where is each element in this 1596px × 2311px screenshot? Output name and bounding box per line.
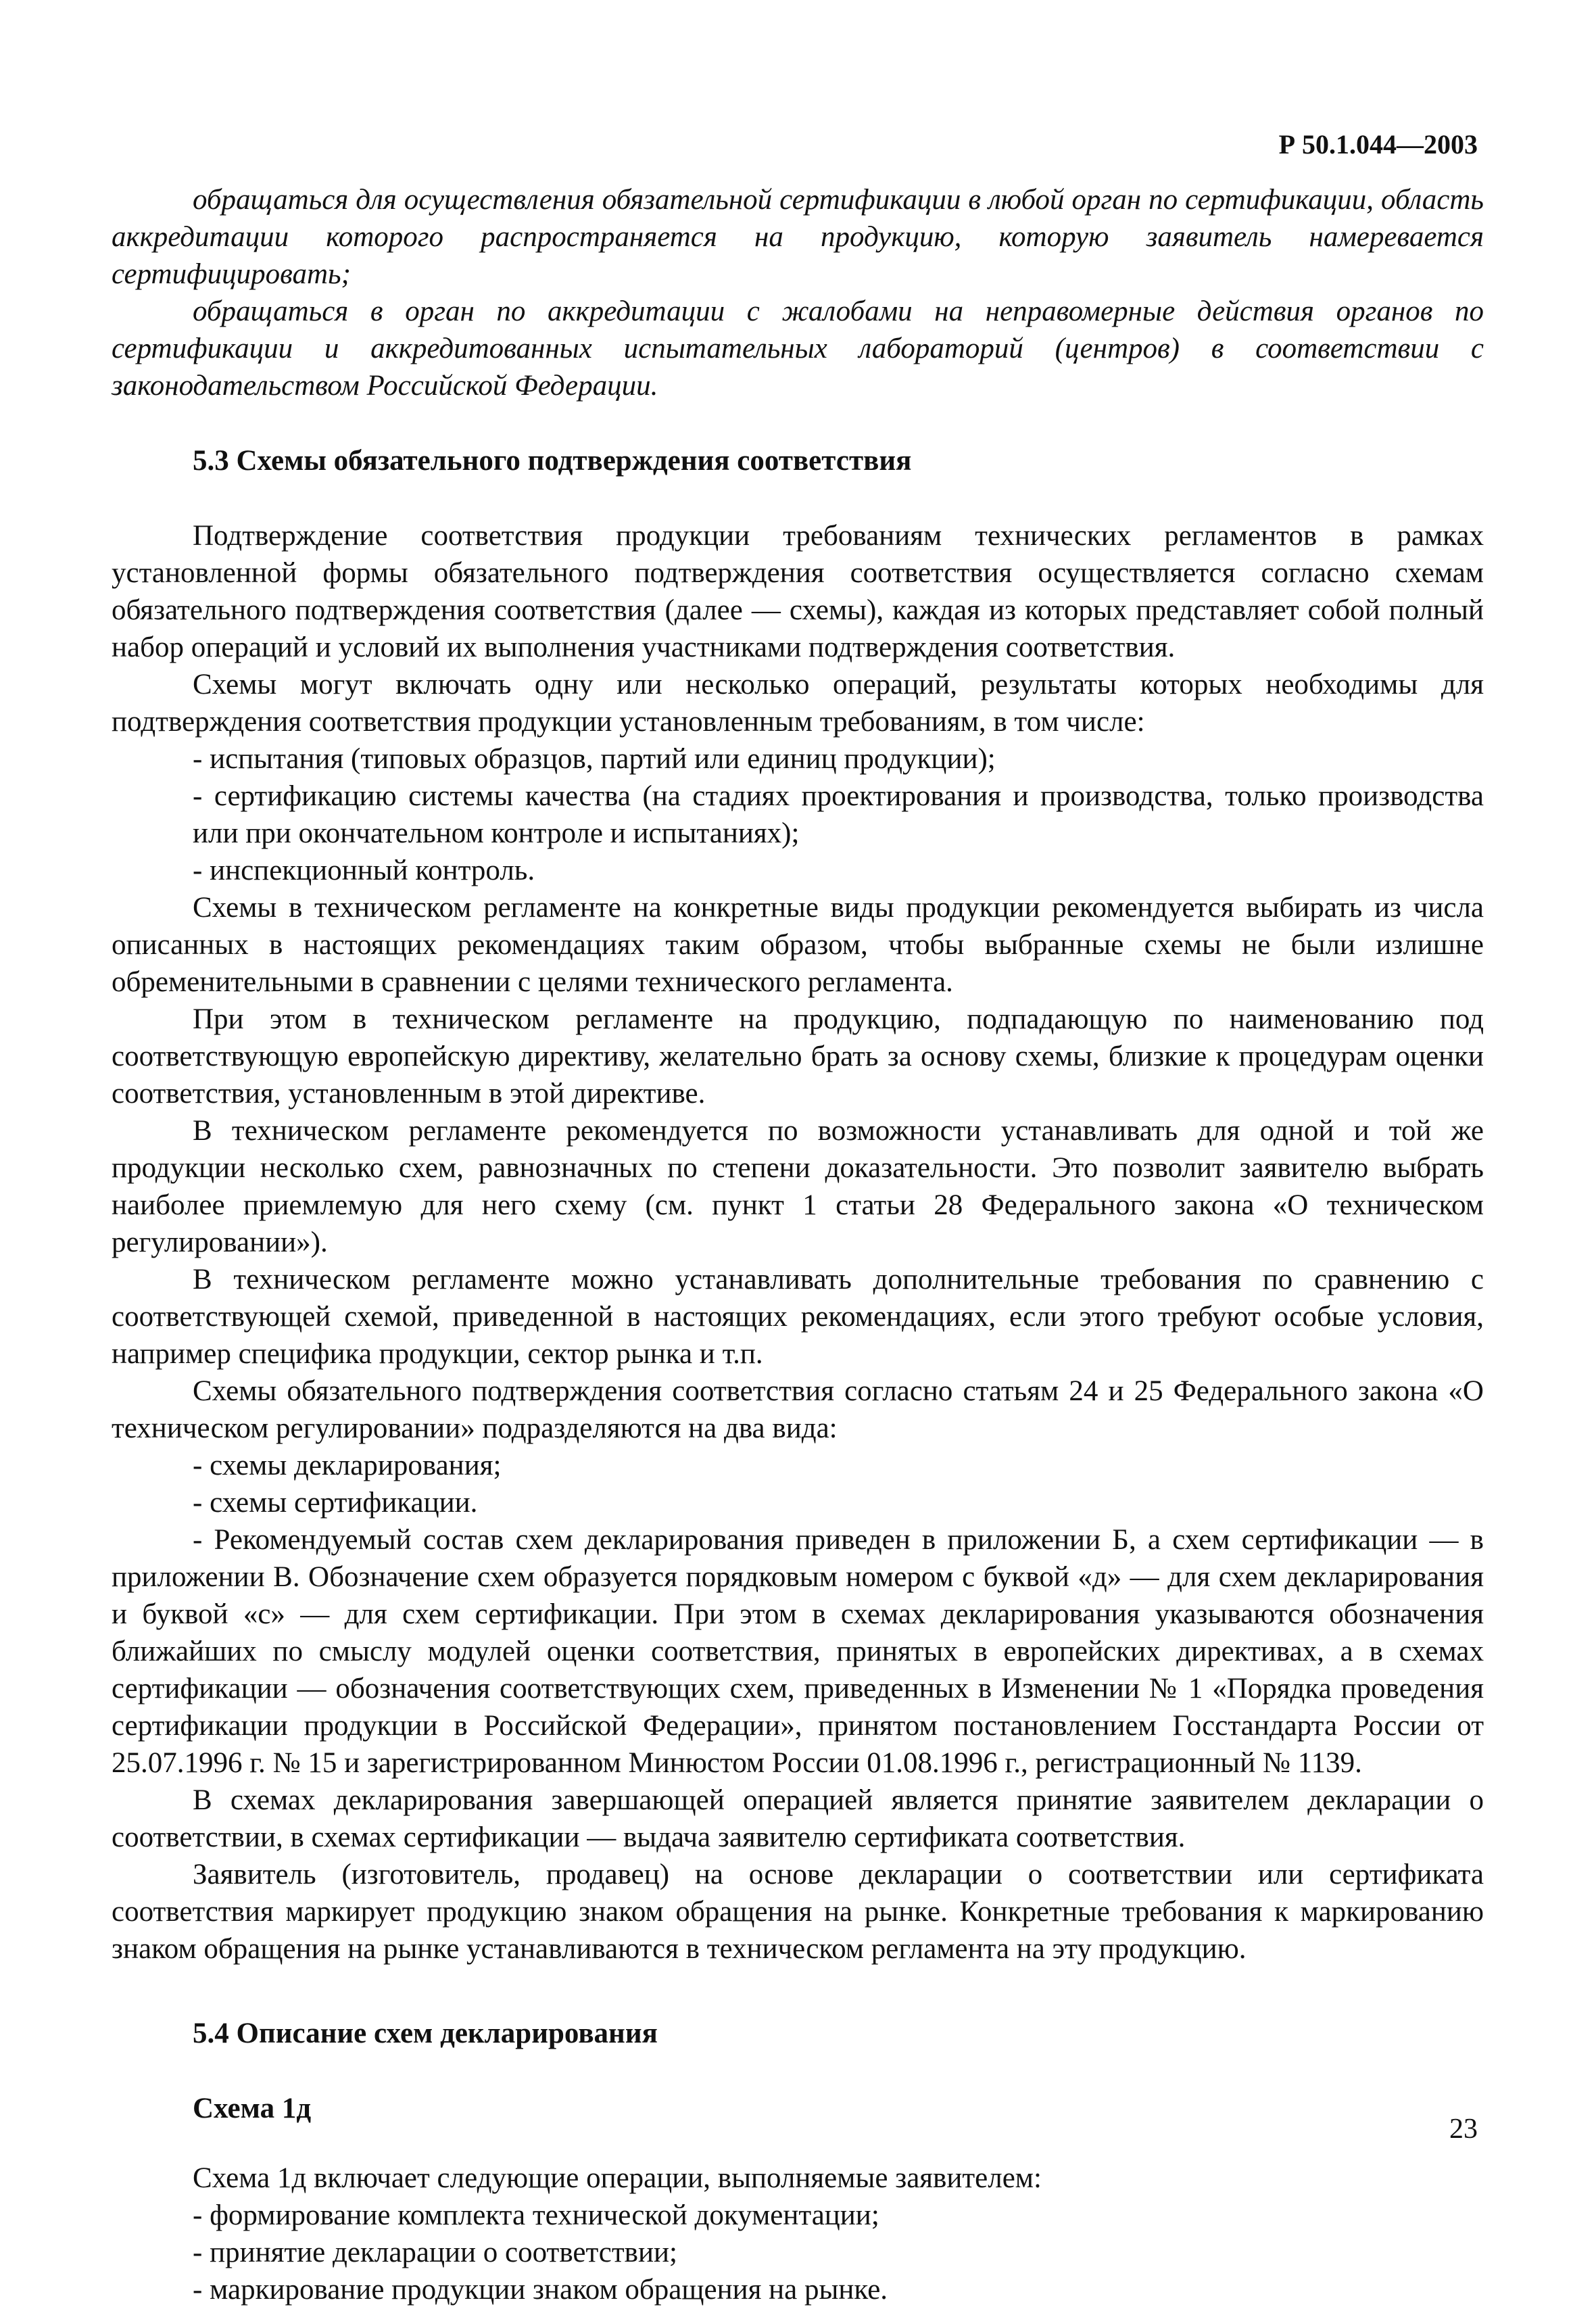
paragraph: Схемы могут включать одну или несколько операций, результаты которых необходимы для подтверждения соответствия продукции установленным требованиям, в том числе: [112, 669, 1484, 738]
section-heading: 5.4 Описание схем декларирования [193, 2018, 658, 2049]
section-heading: 5.3 Схемы обязательного подтверждения соответствия [193, 445, 912, 477]
paragraph: При этом в техническом регламенте на продукцию, подпадающую по наименованию под соответствующую европейскую директиву, желательно брать за основу схемы, близкие к процедурам оценки соответствия, установленным в этой директиве. [112, 1003, 1484, 1110]
intro-paragraph: обращаться для осуществления обязательной сертификации в любой орган по сертификации, область аккредитации которого распространяется на продукцию, которую заявитель намеревается сертифицировать; [112, 184, 1484, 290]
list-item: - инспекционный контроль. [193, 855, 535, 886]
paragraph: - Рекомендуемый состав схем декларирования приведен в приложении Б, а схем сертификации — в приложении В. Обозначение схем образуется порядковым номером с буквой «д» — для схем декларирования и буквой «с» — для схем сертификации. При этом в схемах декларирования указываются обозначения ближайших по смыслу модулей оценки соответствия, принятых в европейских директивах, а в схемах сертификации — обозначения соответствующих схем, приведенных в Изменении № 1 «Порядка проведения сертификации продукции в Российской Федерации», принятом постановлением Госстандарта России от 25.07.1996 г. № 15 и зарегистрированном Минюстом России 01.08.1996 г., регистрационный № 1139. [112, 1524, 1484, 1779]
paragraph: Схемы обязательного подтверждения соответствия согласно статьям 24 и 25 Федерального закона «О техническом регулировании» подразделяются на два вида: [112, 1375, 1484, 1444]
document-body [112, 181, 1484, 2308]
list-item: - сертификацию системы качества (на стадиях проектирования и производства, только производства или при окончательном контроле и испытаниях); [193, 780, 1484, 849]
document-number: Р 50.1.044—2003 [1278, 129, 1478, 160]
paragraph: В техническом регламенте можно устанавливать дополнительные требования по сравнению с соответствующей схемой, приведенной в настоящих рекомендациях, если этого требуют особые условия, например специфика продукции, сектор рынка и т.п. [112, 1264, 1484, 1370]
paragraph: Подтверждение соответствия продукции требованиям технических регламентов в рамках установленной формы обязательного подтверждения соответствия осуществляется согласно схемам обязательного подтверждения соответствия (далее — схемы), каждая из которых представляет собой полный набор операций и условий их выполнения участниками подтверждения соответствия. [112, 520, 1484, 663]
paragraph: Заявитель (изготовитель, продавец) на основе декларации о соответствии или сертификата соответствия маркирует продукцию знаком обращения на рынке. Конкретные требования к маркированию знаком обращения на рынке устанавливаются в техническом регламента на эту продукцию. [112, 1859, 1484, 1965]
paragraph: В техническом регламенте рекомендуется по возможности устанавливать для одной и той же продукции несколько схем, равнозначных по степени доказательности. Это позволит заявителю выбрать наиболее приемлемую для него схему (см. пункт 1 статьи 28 Федерального закона «О техническом регулировании»). [112, 1115, 1484, 1258]
page-number: 23 [1449, 2114, 1478, 2145]
list-item: - схемы декларирования; [193, 1450, 502, 1481]
list-item: - маркирование продукции знаком обращения на рынке. [193, 2274, 888, 2306]
paragraph: Схемы в техническом регламенте на конкретные виды продукции рекомендуется выбирать из числа описанных в настоящих рекомендациях таким образом, чтобы выбранные схемы не были излишне обременительными в сравнении с целями технического регламента. [112, 892, 1484, 998]
list-item: - принятие декларации о соответствии; [193, 2237, 677, 2268]
paragraph: В схемах декларирования завершающей операцией является принятие заявителем декларации о соответствии, в схемах сертификации — выдача заявителю сертификата соответствия. [112, 1784, 1484, 1853]
scheme-heading: Схема 1д [193, 2093, 312, 2124]
list-item: - формирование комплекта технической документации; [193, 2199, 879, 2231]
list-item: - схемы сертификации. [193, 1487, 478, 1519]
intro-paragraph: обращаться в орган по аккредитации с жалобами на неправомерные действия органов по сертификации и аккредитованных испытательных лабораторий (центров) в соответствии с законодательством Российской Федерации. [112, 295, 1484, 402]
list-item: - испытания (типовых образцов, партий или единиц продукции); [193, 743, 996, 775]
paragraph: Схема 1д включает следующие операции, выполняемые заявителем: [193, 2162, 1042, 2194]
